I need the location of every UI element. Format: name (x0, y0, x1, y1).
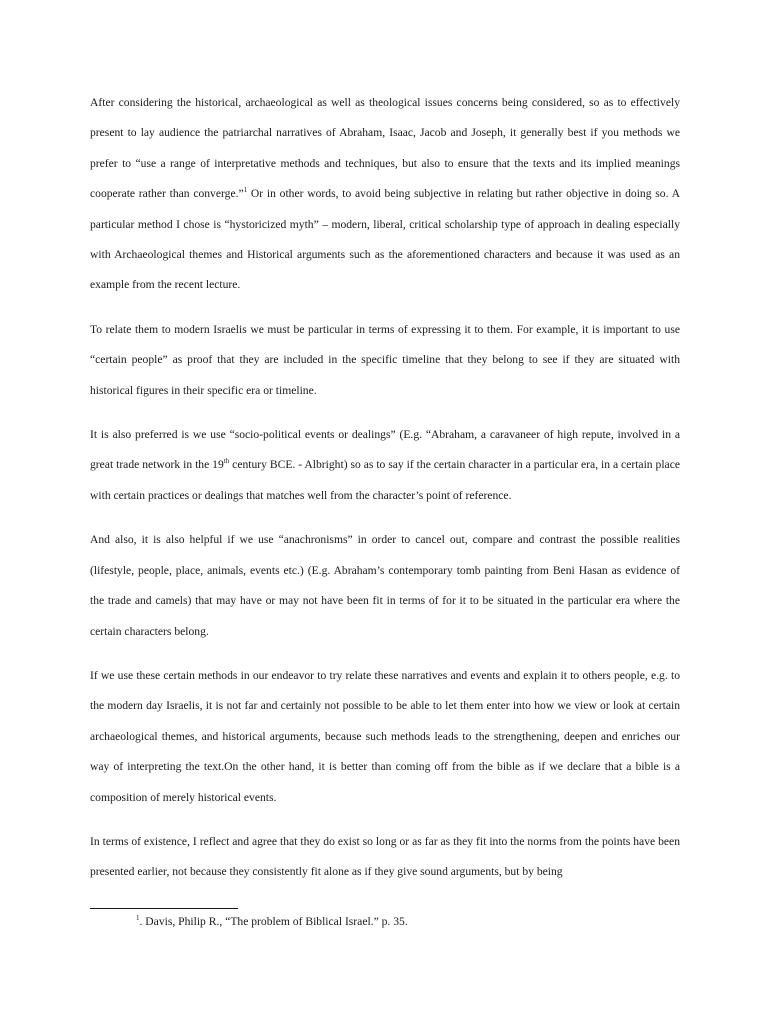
paragraph-6 (90, 827, 680, 888)
paragraph-6-text: In terms of existence, I reflect and agree that they do exist so long or as far as they fit into the norms from the points have been presented earlier, not because they consistently fit alone as if they give sound arguments, but by being (90, 834, 680, 879)
document-body (90, 88, 680, 902)
ordinal-superscript: th (223, 457, 230, 466)
paragraph-4 (90, 525, 680, 647)
paragraph-1-text: After considering the historical, archaeological as well as theological issues concerns being considered, so as to effectively present to lay audience the patriarchal narratives of Abraham, Isaac, Jacob and Joseph, it generally best if you methods we prefer to “use a range of interpretative methods and techniques, but also to ensure that the texts and its implied meanings cooperate rather than converge.” (90, 96, 680, 201)
paragraph-1 (90, 88, 680, 301)
paragraph-1-text-cont: Or in other words, to avoid being subjective in relating but rather objective in doing so. A particular method I chose is “hystoricized myth” – modern, liberal, critical scholarship type of approach in dealing especially with Archaeological themes and Historical arguments such as the aforementioned characters and because it was used as an example from the recent lecture. (90, 187, 680, 292)
paragraph-4-text: And also, it is also helpful if we use “anachronisms” in order to cancel out, compare and contrast the possible realities (lifestyle, people, place, animals, events etc.) (E.g. Abraham’s contemporary tomb painting from Beni Hasan as evidence of the trade and camels) that may have or may not have been fit in terms of for it to be situated in the particular era where the certain characters belong. (90, 533, 680, 638)
footnote-separator (90, 908, 238, 909)
footnote-marker: 1 (136, 914, 140, 923)
footnote (136, 912, 408, 932)
paragraph-3-text-cont: century BCE. - Albright) so as to say if the certain character in a particular era, in a certain place with certain practices or dealings that matches well from the character’s point of reference. (90, 458, 680, 502)
paragraph-3-text: It is also preferred is we use “socio-political events or dealings” (E.g. “Abraham, a caravaneer of high repute, involved in a great trade network in the 19 (90, 428, 680, 472)
paragraph-3 (90, 420, 680, 511)
footnote-text: . Davis, Philip R., “The problem of Biblical Israel.” p. 35. (139, 915, 408, 928)
footnote-reference: 1 (243, 186, 248, 195)
paragraph-2-text: To relate them to modern Israelis we must be particular in terms of expressing it to them. For example, it is important to use “certain people” as proof that they are included in the specific timeline that they belong to see if they are situated with historical figures in their specific era or timeline. (90, 322, 680, 397)
paragraph-5-text: If we use these certain methods in our endeavor to try relate these narratives and events and explain it to others people, e.g. to the modern day Israelis, it is not far and certainly not possible to be able to let them enter into how we view or look at certain archaeological themes, and historical arguments, because such methods leads to the strengthening, deepen and enriches our way of interpreting the text.On the other hand, it is better than coming off from the bible as if we declare that a bible is a composition of merely historical events. (90, 668, 680, 804)
paragraph-5 (90, 661, 680, 813)
paragraph-2 (90, 315, 680, 406)
